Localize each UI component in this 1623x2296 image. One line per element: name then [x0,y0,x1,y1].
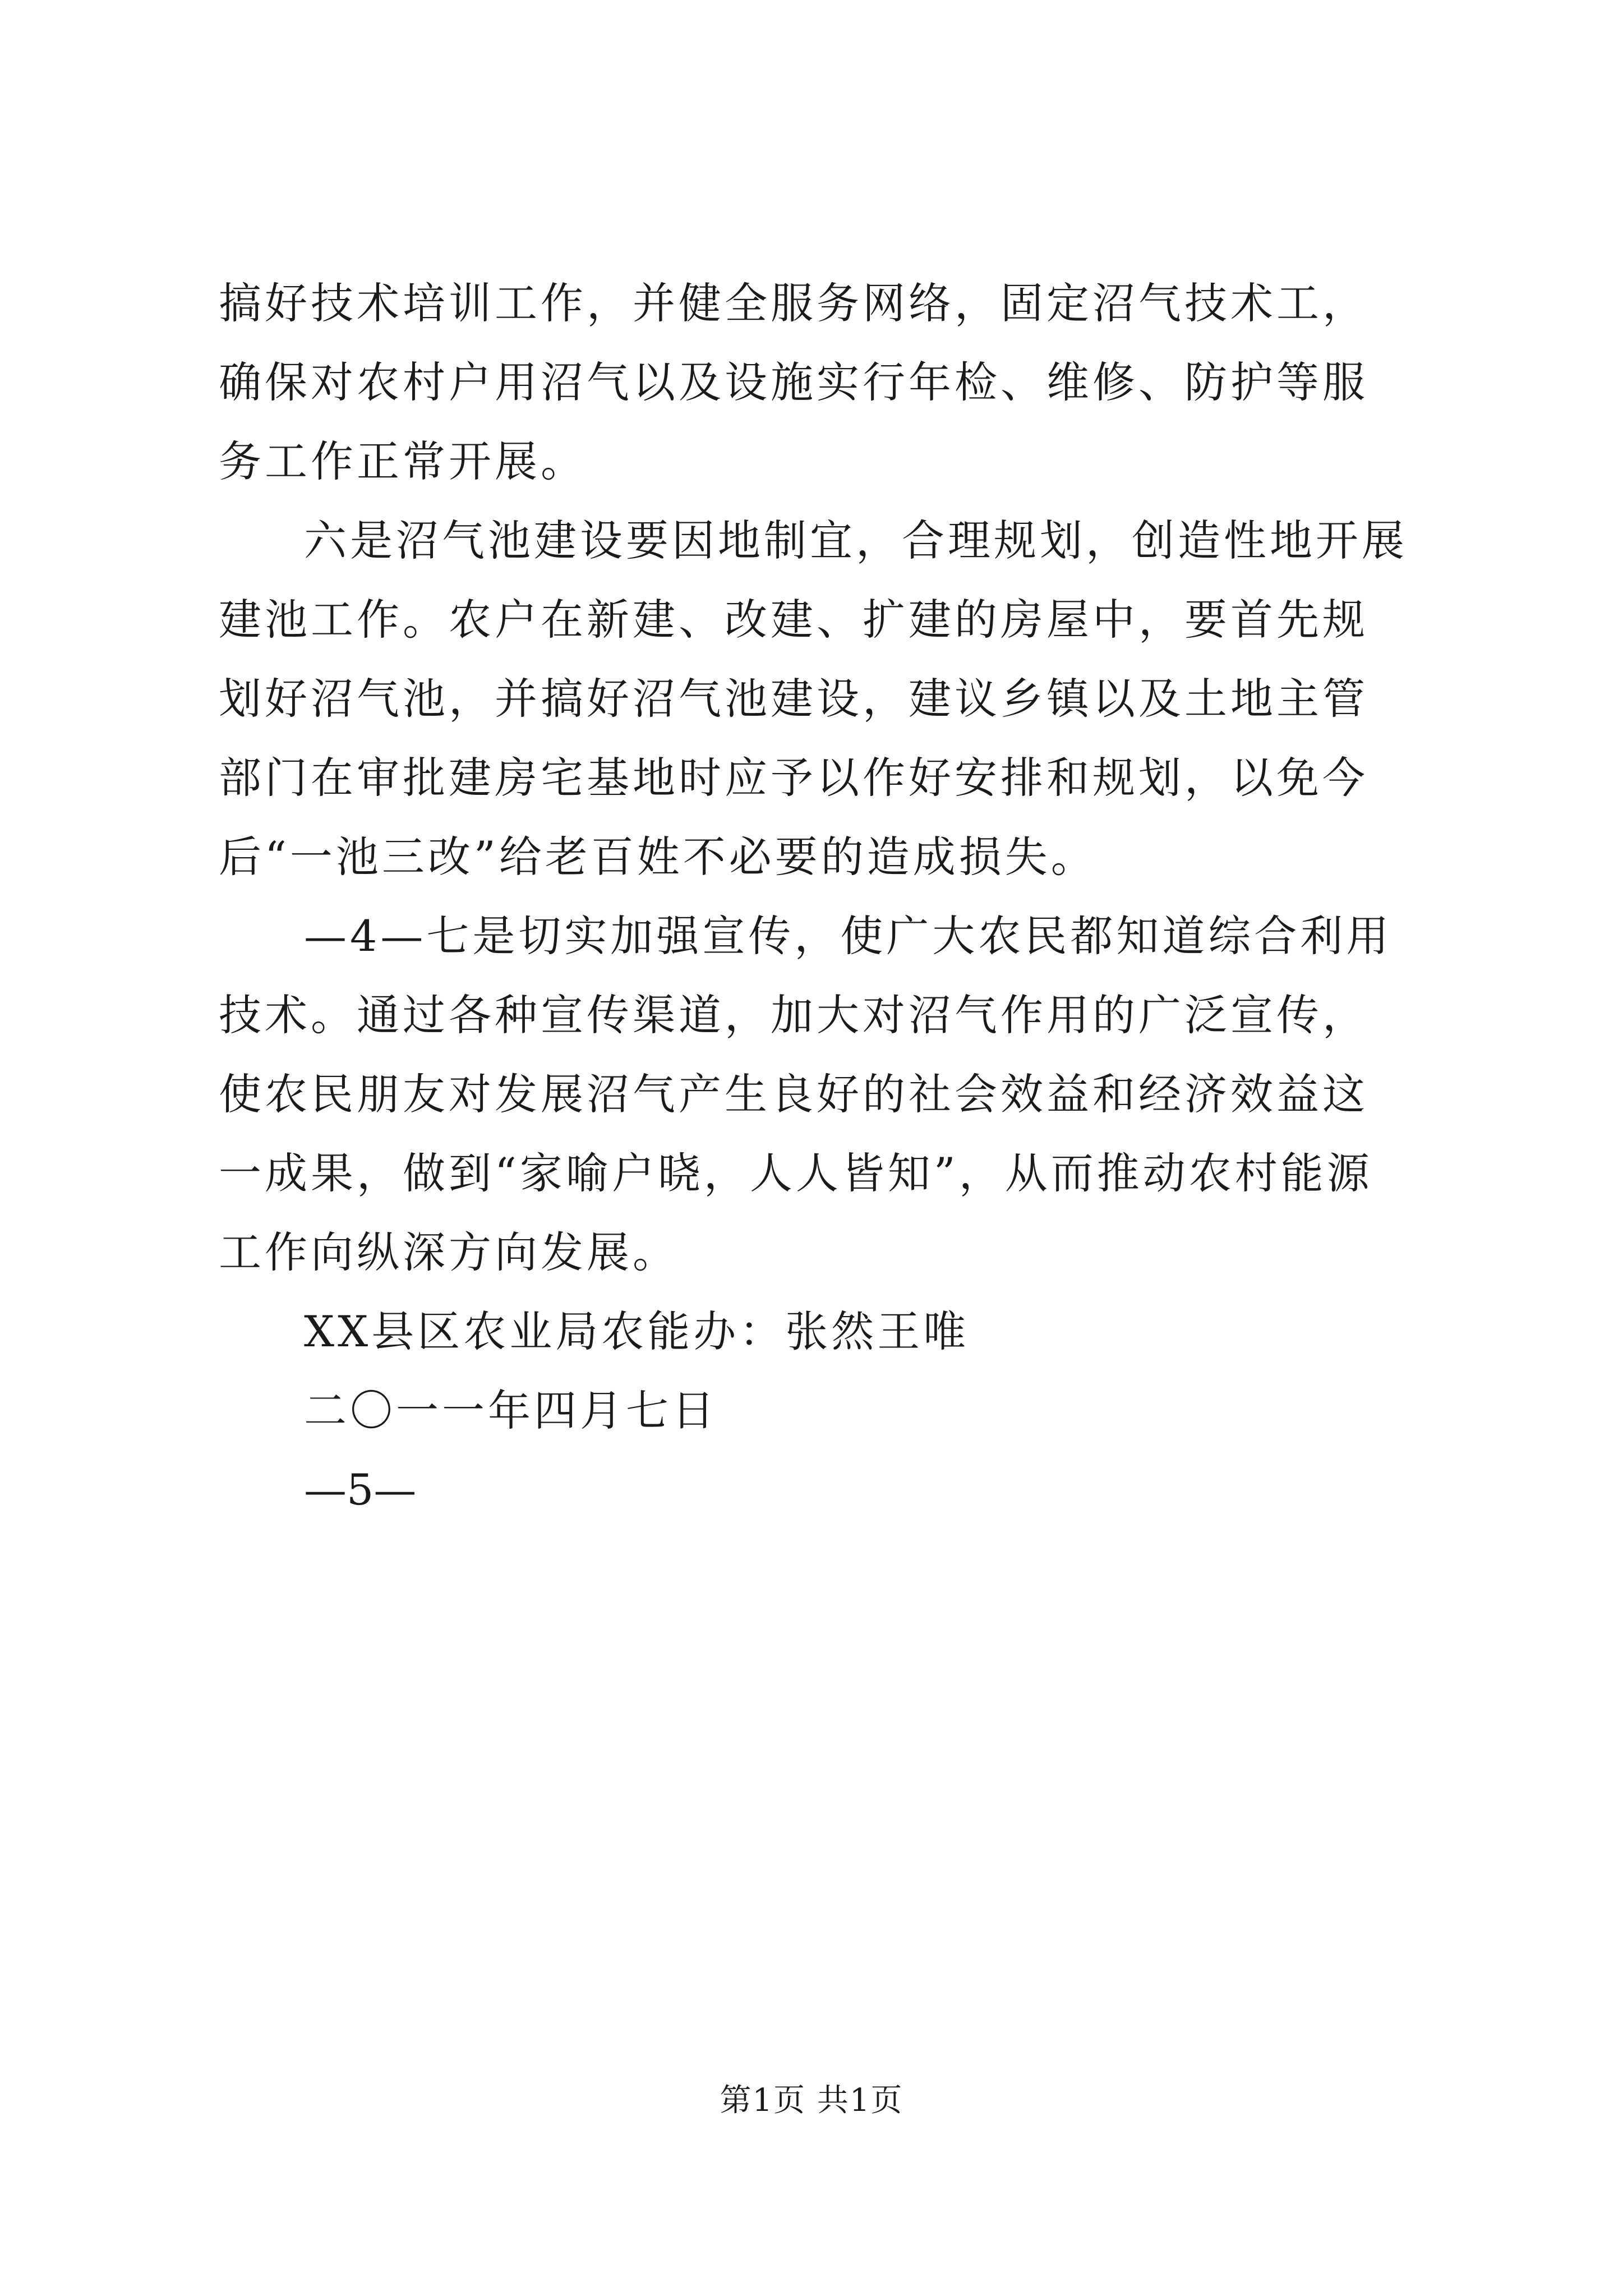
paragraph-item-seven: —4—七是切实加强宣传，使广大农民都知道综合利用技术。通过各种宣传渠道，加大对沼气作用的广泛宣传，使农民朋友对发展沼气产生良好的社会效益和经济效益这一成果，做到“家喻户晓，人人皆知”，从而推动农村能源工作向纵深方向发展。 [219,911,1393,1277]
document-date: 二〇一一年四月七日 [304,1386,718,1435]
paragraph-continuation: 搞好技术培训工作，并健全服务网络，固定沼气技术工，确保对农村户用沼气以及设施实行年检、维修、防护等服务工作正常开展。 [219,278,1368,486]
page-marker: —5— [304,1465,417,1515]
paragraph-item-six: 六是沼气池建设要因地制宜，合理规划，创造性地开展建池工作。农户在新建、改建、扩建的房屋中，要首先规划好沼气池，并搞好沼气池建设，建议乡镇以及土地主管部门在审批建房宅基地时应予以作好安排和规划，以免今后“一池三改”给老百姓不必要的造成损失。 [219,516,1408,882]
document-body [219,264,1413,1529]
signature: XX县区农业局农能办：张然王唯 [304,1306,970,1356]
page-footer: 第1页 共1页 [720,2082,903,2119]
